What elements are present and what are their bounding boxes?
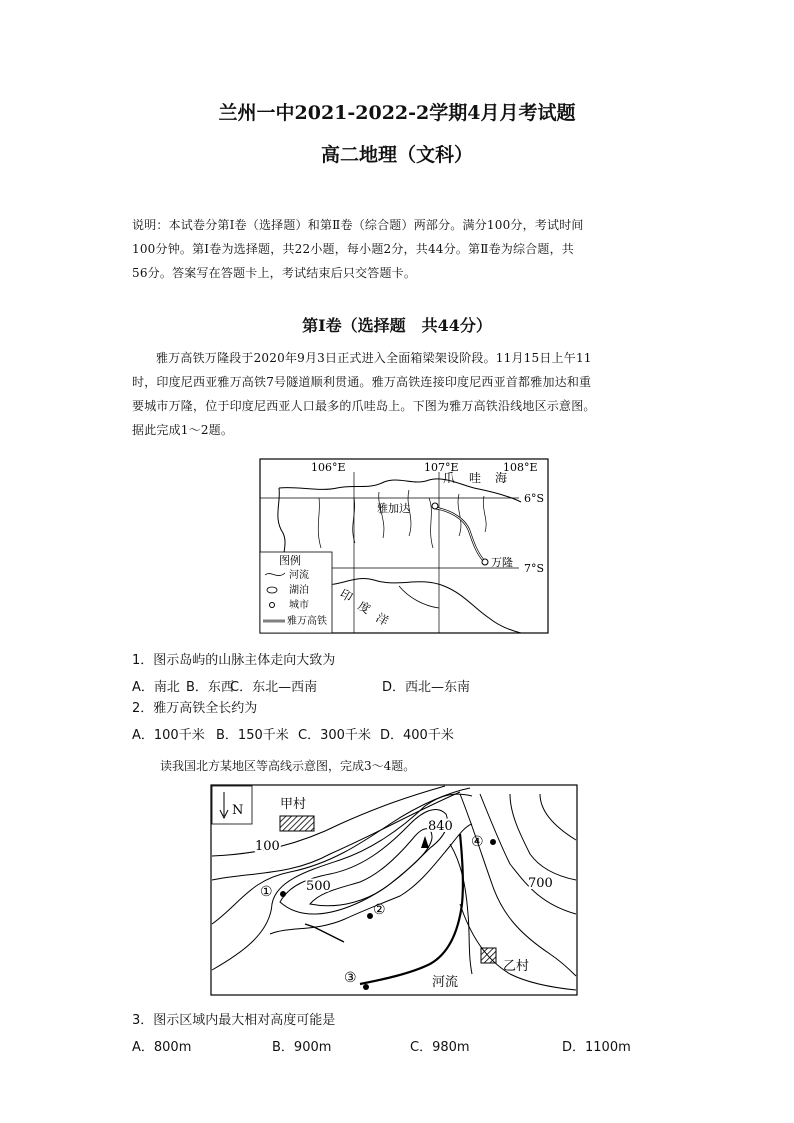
point-3-marker bbox=[363, 984, 369, 990]
ocean-label: 度 bbox=[355, 598, 373, 617]
passage-line: 要城市万隆，位于印度尼西亚人口最多的爪哇岛上。下图为雅万高铁沿线地区示意图。 bbox=[132, 399, 596, 413]
legend-item: 湖泊 bbox=[289, 585, 309, 596]
village-b-marker bbox=[481, 948, 496, 963]
lake-legend-icon bbox=[267, 587, 277, 593]
option-d: D．400千米 bbox=[380, 728, 454, 743]
point-label: ④ bbox=[471, 834, 484, 850]
ocean-label: 洋 bbox=[373, 610, 391, 629]
legend-item: 城市 bbox=[289, 600, 309, 611]
option-c: C．980m bbox=[410, 1040, 470, 1055]
sea-label: 海 bbox=[495, 471, 508, 485]
option-b: B．东西 bbox=[186, 680, 234, 695]
contour-label: 500 bbox=[306, 879, 331, 894]
option-c: C．300千米 bbox=[298, 728, 371, 743]
passage-line: 雅万高铁万隆段于2020年9月3日正式进入全面箱梁架设阶段。11月15日上午11 bbox=[156, 351, 592, 365]
option-a: A．800m bbox=[132, 1040, 192, 1055]
village-b-label: 乙村 bbox=[503, 959, 530, 974]
point-label: ③ bbox=[344, 970, 357, 986]
option-d: D．1100m bbox=[562, 1040, 631, 1055]
high-speed-rail-map bbox=[259, 458, 549, 634]
lon-label: 106°E bbox=[311, 461, 346, 474]
city-marker-jakarta bbox=[432, 503, 438, 509]
village-a-label: 甲村 bbox=[280, 797, 307, 812]
exam-subtitle: 高二地理（文科） bbox=[320, 144, 473, 166]
map-legend bbox=[260, 552, 332, 633]
option-c: C．东北—西南 bbox=[230, 680, 318, 695]
city-marker-bandung bbox=[482, 559, 488, 565]
point-1-marker bbox=[280, 891, 286, 897]
city-label-bandung: 万隆 bbox=[491, 556, 513, 569]
instructions bbox=[132, 213, 672, 285]
lat-label: 6°S bbox=[524, 492, 545, 505]
passage-1 bbox=[132, 346, 672, 442]
sea-label: 爪 bbox=[443, 471, 456, 485]
option-b: B．150千米 bbox=[216, 728, 289, 743]
contour-label: 840 bbox=[428, 819, 453, 834]
lat-label: 7°S bbox=[524, 562, 545, 575]
exam-title: 兰州一中2021-2022-2学期4月月考试题 bbox=[218, 102, 576, 124]
option-d: D．西北—东南 bbox=[382, 680, 471, 695]
instructions-line: 说明：本试卷分第Ⅰ卷（选择题）和第Ⅱ卷（综合题）两部分。满分100分，考试时间 bbox=[132, 218, 584, 232]
lon-label: 107°E bbox=[424, 461, 459, 474]
legend-item: 雅万高铁 bbox=[287, 616, 327, 627]
option-a: A．100千米 bbox=[132, 728, 205, 743]
instructions-line: 100分钟。第Ⅰ卷为选择题，共22小题，每小题2分，共44分。第Ⅱ卷为综合题，共 bbox=[132, 242, 574, 256]
question-2-stem: 2．雅万高铁全长约为 bbox=[132, 701, 258, 716]
river-label: 河流 bbox=[432, 975, 459, 990]
north-label: N bbox=[232, 803, 244, 818]
passage-line: 时，印度尼西亚雅万高铁7号隧道顺利贯通。雅万高铁连接印度尼西亚首都雅加达和重 bbox=[132, 375, 592, 389]
section-heading: 第Ⅰ卷（选择题 共44分） bbox=[302, 316, 492, 335]
option-b: B．900m bbox=[272, 1040, 332, 1055]
lon-label: 108°E bbox=[503, 461, 538, 474]
contour-map bbox=[210, 784, 578, 996]
question-3-stem: 3．图示区域内最大相对高度可能是 bbox=[132, 1013, 336, 1028]
point-label: ① bbox=[260, 884, 273, 900]
legend-item: 河流 bbox=[289, 570, 309, 581]
passage-2: 读我国北方某地区等高线示意图，完成3～4题。 bbox=[160, 759, 416, 773]
contour-label: 700 bbox=[528, 876, 553, 891]
city-legend-icon bbox=[270, 603, 275, 608]
sea-label: 哇 bbox=[469, 471, 482, 485]
contour-label: 100 bbox=[255, 839, 280, 854]
question-1-stem: 1．图示岛屿的山脉主体走向大致为 bbox=[132, 653, 336, 668]
option-a: A．南北 bbox=[132, 680, 180, 695]
point-label: ② bbox=[373, 902, 386, 918]
city-label-jakarta: 雅加达 bbox=[377, 502, 410, 515]
passage-line: 据此完成1～2题。 bbox=[132, 423, 234, 437]
legend-title: 图例 bbox=[279, 554, 301, 567]
point-4-marker bbox=[490, 839, 496, 845]
village-a-marker bbox=[280, 816, 314, 831]
ocean-label: 印 bbox=[337, 586, 355, 605]
instructions-line: 56分。答案写在答题卡上，考试结束后只交答题卡。 bbox=[132, 266, 417, 280]
